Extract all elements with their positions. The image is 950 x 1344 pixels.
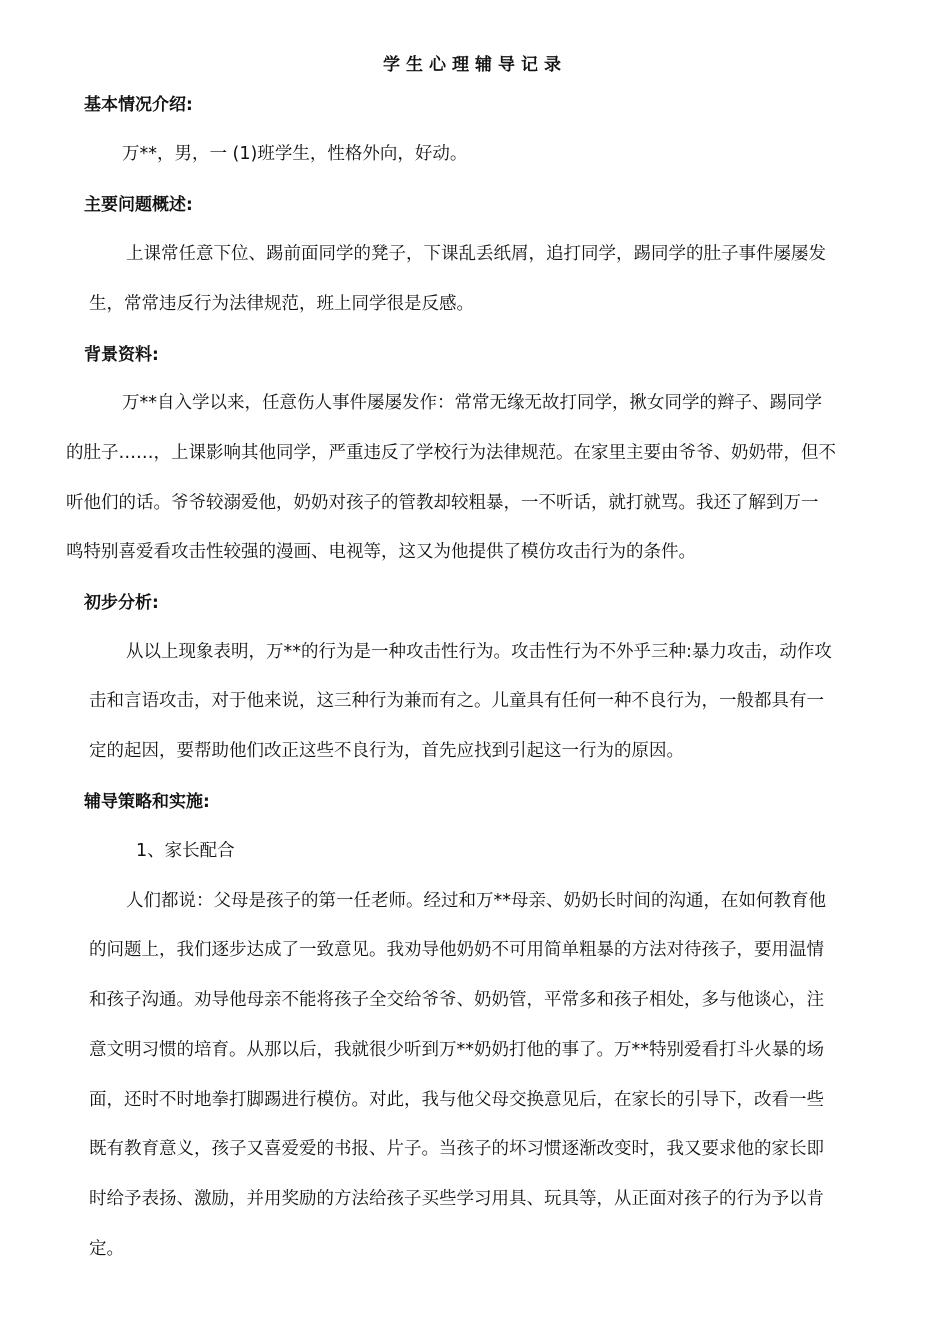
section-heading-main-problem: 主要问题概述: (84, 195, 193, 215)
section-heading-background: 背景资料: (84, 345, 159, 365)
paragraph-line: 的肚子……，上课影响其他同学，严重违反了学校行为法律规范。在家里主要由爷爷、奶奶带，但不 (66, 443, 836, 463)
paragraph-line: 生，常常违反行为法律规范，班上同学很是反感。 (89, 294, 474, 314)
paragraph-line: 的问题上，我们逐步达成了一致意见。我劝导他奶奶不可用简单粗暴的方法对待孩子，要用温情 (89, 940, 824, 960)
section-heading-analysis: 初步分析: (84, 593, 159, 613)
paragraph-line: 既有教育意义，孩子又喜爱爱的书报、片子。当孩子的坏习惯逐渐改变时，我又要求他的家长即 (89, 1139, 824, 1159)
section-heading-strategy: 辅导策略和实施: (84, 792, 210, 812)
paragraph-line: 人们都说：父母是孩子的第一任老师。经过和万**母亲、奶奶长时间的沟通，在如何教育他 (126, 891, 826, 911)
paragraph-line: 面，还时不时地拳打脚踢进行模仿。对此，我与他父母交换意见后，在家长的引导下，改看一些 (89, 1090, 824, 1110)
paragraph-line: 定的起因，要帮助他们改正这些不良行为，首先应找到引起这一行为的原因。 (89, 741, 684, 761)
paragraph-line: 击和言语攻击，对于他来说，这三种行为兼而有之。儿童具有任何一种不良行为，一般都具有一 (89, 691, 824, 711)
paragraph-line: 时给予表扬、激励，并用奖励的方法给孩子买些学习用具、玩具等，从正面对孩子的行为予以肯 (89, 1189, 824, 1209)
section-heading-basic-info: 基本情况介绍: (84, 95, 193, 115)
paragraph-line: 万**自入学以来，任意伤人事件屡屡发作：常常无缘无故打同学，揪女同学的辫子、踢同学 (122, 393, 822, 413)
document-title: 学生心理辅导记录 (383, 55, 567, 75)
paragraph-line: 定。 (89, 1239, 124, 1259)
subheading-line: 1、家长配合 (136, 841, 235, 861)
paragraph-line: 意文明习惯的培育。从那以后，我就很少听到万**奶奶打他的事了。万**特别爱看打斗火暴的场 (89, 1040, 824, 1060)
paragraph-line: 从以上现象表明，万**的行为是一种攻击性行为。攻击性行为不外乎三种:暴力攻击，动作攻 (126, 642, 832, 662)
paragraph-line: 和孩子沟通。劝导他母亲不能将孩子全交给爷爷、奶奶管，平常多和孩子相处，多与他谈心，注 (89, 990, 824, 1010)
paragraph-line: 鸣特别喜爱看攻击性较强的漫画、电视等，这又为他提供了模仿攻击行为的条件。 (66, 542, 696, 562)
paragraph-line: 听他们的话。爷爷较溺爱他，奶奶对孩子的管教却较粗暴，一不听话，就打就骂。我还了解到万一 (66, 493, 819, 513)
paragraph-line: 万**，男，一 (1)班学生，性格外向，好动。 (122, 144, 468, 164)
paragraph-line: 上课常任意下位、踢前面同学的凳子，下课乱丢纸屑，追打同学，踢同学的肚子事件屡屡发 (126, 244, 826, 264)
